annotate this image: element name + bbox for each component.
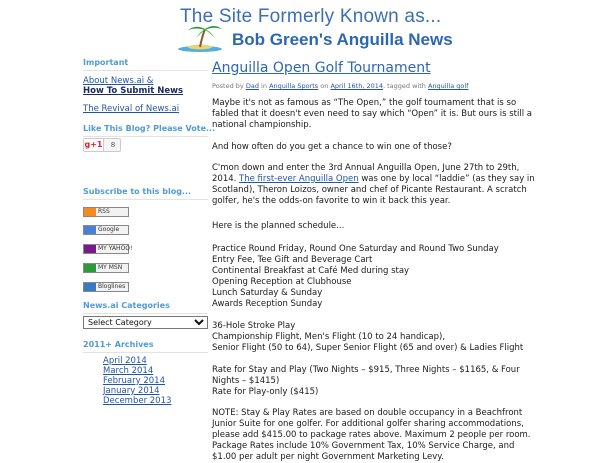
site-tagline: The Site Formerly Known as...	[180, 6, 442, 27]
site-header	[0, 0, 600, 58]
post-paragraph: Here is the planned schedule...	[212, 221, 345, 231]
rss-icon	[84, 208, 96, 216]
post-tag-link[interactable]: Anguilla golf	[427, 82, 469, 90]
google-plus-count: 8	[110, 141, 116, 149]
post-author-link[interactable]: Dad	[245, 82, 259, 90]
sidebar-divider	[83, 352, 208, 353]
yahoo-icon	[84, 245, 96, 253]
post-meta: Posted by Dad in Anguilla Sports on April 16th, 2014, tagged with Anguilla golf	[212, 82, 469, 90]
rate-stay-and-play: Rate for Stay and Play (Two Nights – $915, Three Nights – $1165, & Four Nights – $1415)	[212, 365, 520, 386]
bloglines-badge[interactable]: Bloglines	[83, 282, 129, 292]
bloglines-icon	[84, 283, 96, 291]
google-plus-button[interactable]	[83, 138, 121, 152]
sidebar-heading-categories: News.ai Categories	[83, 301, 170, 310]
post-paragraph: And how often do you get a chance to win one of those?	[212, 142, 452, 152]
rate-note: NOTE: Stay & Play Rates are based on double occupancy in a Beachfront Junior Suite for one golfer. For additional golfer sharing accommodations, please add $415.00 to package rates above. Maximum 2 people per room. Package Rates include 10% Government Tax, 10% Service Charge, and $1.00 per adult per night Government Marketing Levy.	[212, 408, 531, 462]
archive-link[interactable]: April 2014	[103, 356, 147, 366]
post-paragraph: C'mon down and enter the 3rd Annual Anguilla Open, June 27th to 29th, 2014. The first-ever Anguilla Open was one by local “laddie” (as they say in Scotland), Theron Loizos, owner and chef of Picante Restaurant. A scratch golfer, he's the odds-on favorite to win it back this year.	[212, 163, 535, 206]
post-category-link[interactable]: Anguilla Sports	[269, 82, 319, 90]
schedule-item: Lunch Saturday & Sunday	[212, 288, 323, 298]
sidebar-divider	[83, 70, 208, 71]
my-msn-badge[interactable]: MY MSN	[83, 263, 129, 273]
sidebar-heading-like: Like This Blog? Please Vote...	[83, 124, 216, 133]
sidebar-heading-important: Important	[83, 58, 129, 67]
archive-link[interactable]: March 2014	[103, 366, 154, 376]
rate-play-only: Rate for Play-only ($415)	[212, 387, 319, 397]
archive-link[interactable]: January 2014	[103, 386, 160, 396]
sidebar-link-about[interactable]: About News.ai &	[83, 76, 154, 86]
format-item: 36-Hole Stroke Play	[212, 321, 296, 331]
my-yahoo-badge[interactable]: MY YAHOO!	[83, 244, 129, 254]
first-anguilla-open-link[interactable]: The first-ever Anguilla Open	[239, 174, 359, 184]
schedule-item: Entry Fee, Tee Gift and Beverage Cart	[212, 255, 373, 265]
format-item: Championship Flight, Men's Flight (10 to 24 handicap),	[212, 332, 446, 342]
site-title[interactable]: Bob Green's Anguilla News	[232, 30, 453, 49]
sidebar-heading-archives: 2011+ Archives	[83, 340, 154, 349]
msn-icon	[84, 264, 96, 272]
schedule-item: Opening Reception at Clubhouse	[212, 277, 352, 287]
format-item: Senior Flight (50 to 64), Super Senior Flight (65 and over) & Ladies Flight	[212, 343, 524, 353]
schedule-item: Awards Reception Sunday	[212, 299, 323, 309]
rss-badge[interactable]: RSS	[83, 207, 129, 217]
google-subscribe-badge[interactable]: Google	[83, 225, 129, 235]
google-plus-icon: g+1	[84, 140, 103, 149]
sidebar-link-submit-news[interactable]: How To Submit News	[83, 86, 184, 96]
post-paragraph: Maybe it's not as famous as “The Open,” the golf tournament that is so fabled that it doesn't even need to say which “Open” it is. But ours is still a national championship.	[212, 98, 532, 130]
post-date-link[interactable]: April 16th, 2014	[330, 82, 383, 90]
google-icon	[84, 226, 96, 234]
archive-link[interactable]: February 2014	[103, 376, 165, 386]
archive-link[interactable]: December 2013	[103, 396, 172, 406]
schedule-item: Practice Round Friday, Round One Saturday and Round Two Sunday	[212, 244, 499, 254]
sidebar-divider	[83, 313, 208, 314]
schedule-item: Continental Breakfast at Café Med during stay	[212, 266, 410, 276]
sidebar-link-revival[interactable]: The Revival of News.ai	[83, 104, 180, 114]
sidebar-divider	[83, 136, 208, 137]
sidebar-divider	[83, 199, 208, 200]
sidebar-heading-subscribe: Subscribe to this blog...	[83, 187, 192, 196]
post-title[interactable]: Anguilla Open Golf Tournament	[212, 60, 431, 76]
category-select[interactable]	[83, 316, 208, 329]
